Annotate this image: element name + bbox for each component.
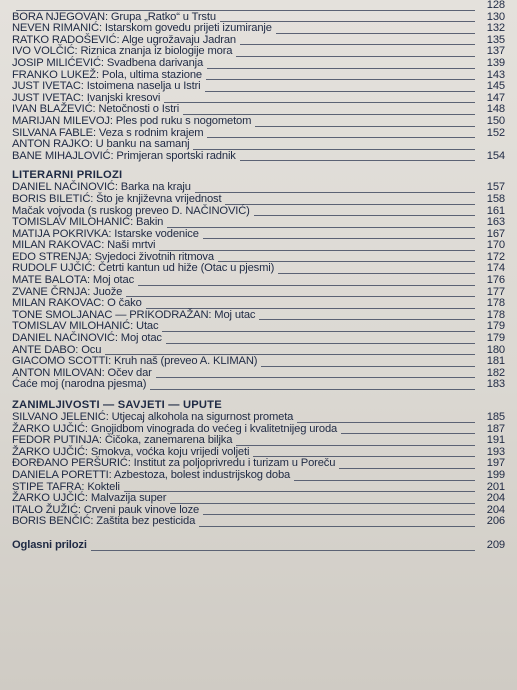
entry-title: ZVANE ČRNJA: Juože — [12, 285, 123, 298]
entry-page-number: 201 — [486, 480, 505, 493]
leader-line — [205, 91, 476, 92]
leader-line — [341, 433, 475, 434]
section-heading-curiosities: ZANIMLJIVOSTI — SAVJETI — UPUTE — [12, 399, 222, 411]
entry-title: DANIEL NAČINOVIĆ: Moj otac — [12, 332, 162, 345]
leader-line — [240, 160, 475, 161]
leader-line — [203, 238, 475, 239]
leader-line — [259, 319, 475, 320]
leader-line — [138, 285, 475, 286]
leader-line — [156, 377, 475, 378]
entry-title: JUST IVETAC: Ivanjski kresovi — [12, 91, 161, 104]
entry-title: NEVEN RIMANIĆ: Istarskom govedu prijeti izumiranje — [12, 22, 272, 35]
leader-line — [195, 192, 475, 193]
entry-page-number: 197 — [486, 457, 505, 470]
entry-page-number: 172 — [486, 250, 505, 263]
entry-title: DANIEL NAČINOVIĆ: Barka na kraju — [12, 181, 191, 194]
entry-page-number: 163 — [486, 216, 505, 229]
entry-title: RUDOLF UJČIĆ: Četrti kantun ud hiže (Otac u pjesmi) — [12, 262, 275, 275]
entry-page-number: 178 — [486, 297, 505, 310]
entry-page-number: 199 — [486, 468, 505, 481]
entry-page-number: 148 — [486, 103, 505, 116]
leader-line — [124, 491, 475, 492]
leader-line — [254, 215, 475, 216]
entry-title: MILAN RAKOVAC: O čako — [12, 297, 142, 310]
entry-page-number: 191 — [486, 434, 505, 447]
entry-page-number: 137 — [486, 45, 505, 58]
entry-title: EDO STRENJA: Svjedoci životnih ritmova — [12, 250, 214, 263]
leader-line — [91, 550, 475, 551]
entry-title: MATIJA POKRIVKA: Istarske vodenice — [12, 227, 199, 240]
entry-page-number: 206 — [486, 515, 505, 528]
entry-title: GIACOMO SCOTTI: Kruh naš (preveo A. KLIMAN) — [12, 355, 258, 368]
entry-page-number: 135 — [486, 33, 505, 46]
entry-page-number: 147 — [486, 91, 505, 104]
leader-line — [261, 366, 475, 367]
toc-entry — [12, 139, 505, 151]
entry-page-number: 181 — [486, 355, 505, 368]
entry-page-number: 180 — [486, 343, 505, 356]
entry-title: FRANKO LUKEŽ: Pola, ultima stazione — [12, 68, 202, 81]
entry-page-number: 174 — [486, 262, 505, 275]
entry-title: FEDOR PUTINJA: Čičoka, zanemarena biljka — [12, 434, 233, 447]
leader-line — [203, 514, 475, 515]
leader-line — [236, 445, 475, 446]
toc-entry — [12, 217, 505, 229]
toc-entry — [12, 116, 505, 128]
entry-page-number: 170 — [486, 239, 505, 252]
toc-entry — [12, 58, 505, 70]
entry-page-number: 204 — [486, 492, 505, 505]
leader-line — [207, 68, 475, 69]
leader-line — [164, 102, 475, 103]
entry-page-number: 193 — [486, 445, 505, 458]
entry-page-number: 177 — [486, 285, 505, 298]
entry-page-number: 158 — [486, 192, 505, 205]
toc-entry — [12, 194, 505, 206]
entry-title: MATE BALOTA: Moj otac — [12, 274, 135, 287]
entry-page-number: 152 — [486, 126, 505, 139]
toc-entry — [12, 275, 505, 287]
entry-title: ŽARKO UJČIĆ: Gnojidbom vinograda do većeg i kvalitetnijeg uroda — [12, 422, 338, 435]
entry-page-number: 183 — [486, 378, 505, 391]
entry-page-number: 132 — [486, 22, 505, 35]
entry-page-number: 143 — [486, 68, 505, 81]
toc-literary-section — [0, 182, 517, 391]
toc-entry — [12, 333, 505, 345]
leader-line — [236, 56, 475, 57]
entry-title: Mačak vojvoda (s ruskog preveo D. NAČINOVIĆ) — [12, 204, 250, 217]
leader-line — [162, 331, 475, 332]
entry-page-number: 157 — [486, 181, 505, 194]
entry-title: TOMISLAV MILOHANIĆ: Bakin — [12, 216, 164, 229]
entry-title: ŽARKO UJČIĆ: Smokva, voćka koju vrijedi voljeti — [12, 445, 250, 458]
entry-title: ITALO ŽUŽIĆ: Crveni pauk vinove loze — [12, 503, 200, 516]
leader-line — [276, 33, 475, 34]
toc-curiosities-section — [0, 412, 517, 528]
entry-page-number: 130 — [486, 10, 505, 23]
toc-entry — [12, 493, 505, 505]
toc-entry — [12, 470, 505, 482]
entry-title: MARIJAN MILEVOJ: Ples pod ruku s nogometom — [12, 114, 252, 127]
entry-title: ANTON MILOVAN: Očev dar — [12, 366, 152, 379]
toc-entry — [12, 81, 505, 93]
entry-title: ĐORĐANO PERŠURIĆ: Institut za poljoprivredu i turizam u Poreču — [12, 457, 336, 470]
entry-title: JOSIP MILIĆEVIĆ: Svadbena darivanja — [12, 56, 204, 69]
leader-line — [206, 79, 475, 80]
leader-line — [278, 273, 475, 274]
leader-line — [225, 204, 475, 205]
entry-page-number: 179 — [486, 320, 505, 333]
toc-entry-ads — [12, 538, 505, 552]
toc-entry — [12, 412, 505, 424]
entry-page-number: 150 — [486, 114, 505, 127]
entry-page-number: 161 — [486, 204, 505, 217]
leader-line — [170, 503, 475, 504]
entry-title: Oglasni prilozi — [12, 539, 87, 552]
entry-page-number: 154 — [486, 149, 505, 162]
entry-title: IVO VOLČIĆ: Riznica znanja iz biologije mora — [12, 45, 233, 58]
entry-title: DANIELA PORETTI: Azbestoza, bolest industrijskog doba — [12, 468, 291, 481]
entry-page-number: 179 — [486, 332, 505, 345]
entry-title: ANTE DABO: Ocu — [12, 343, 102, 356]
leader-line — [166, 343, 475, 344]
entry-title: SILVANO JELENIĆ: Utjecaj alkohola na sigurnost prometa — [12, 411, 294, 423]
entry-page-number: 182 — [486, 366, 505, 379]
entry-title: ŽARKO UJČIĆ: Malvazija super — [12, 492, 167, 505]
entry-title: TOMISLAV MILOHANIĆ: Utac — [12, 320, 159, 333]
leader-line — [294, 480, 475, 481]
toc-entry — [12, 151, 505, 163]
entry-page-number: 204 — [486, 503, 505, 516]
leader-line — [255, 126, 475, 127]
section-heading-literary: LITERARNI PRILOZI — [12, 169, 123, 182]
leader-line — [207, 137, 475, 138]
entry-page-number: 187 — [486, 422, 505, 435]
entry-page-number: 128 — [486, 0, 505, 11]
toc-top-section — [0, 0, 517, 162]
entry-page-number: 185 — [486, 411, 505, 423]
entry-page-number: 209 — [486, 539, 505, 552]
toc-entry — [12, 0, 505, 12]
entry-title: BORIS BENČIĆ: Zaštita bez pesticida — [12, 515, 196, 528]
entry-title: TONE SMOLJANAC — PRIKODRAŽAN: Moj utac — [12, 308, 256, 321]
leader-line — [150, 389, 475, 390]
entry-title: IVAN BLAŽEVIĆ: Netočnosti o Istri — [12, 103, 180, 116]
entry-page-number: 178 — [486, 308, 505, 321]
toc-entry — [12, 516, 505, 528]
entry-title: STIPE TAFRA: Kokteli — [12, 480, 120, 493]
leader-line — [339, 468, 475, 469]
entry-page-number: 167 — [486, 227, 505, 240]
toc-entry — [12, 379, 505, 391]
entry-page-number: 145 — [486, 80, 505, 93]
entry-page-number: 139 — [486, 56, 505, 69]
entry-title: BANE MIHAJLOVIĆ: Primjeran sportski radnik — [12, 149, 236, 162]
leader-line — [126, 296, 475, 297]
entry-page-number: 176 — [486, 274, 505, 287]
entry-title: RATKO RADOŠEVIĆ: Alge ugrožavaju Jadran — [12, 33, 237, 46]
entry-title: BORIS BILETIĆ: Što je književna vrijednost — [12, 192, 222, 205]
entry-title: ANTON RAJKO: U banku na samanj — [12, 138, 190, 151]
entry-title: MILAN RAKOVAC: Naši mrtvi — [12, 239, 156, 252]
entry-title: JUST IVETAC: Istoimena naselja u Istri — [12, 80, 201, 93]
entry-title: Ćaće moj (narodna pjesma) — [12, 378, 147, 391]
entry-title: BORA NJEGOVAN: Grupa „Ratko“ u Trstu — [12, 10, 216, 23]
entry-title: SILVANA FABLE: Veza s rodnim krajem — [12, 126, 204, 139]
leader-line — [167, 227, 475, 228]
leader-line — [240, 44, 475, 45]
leader-line — [199, 526, 475, 527]
